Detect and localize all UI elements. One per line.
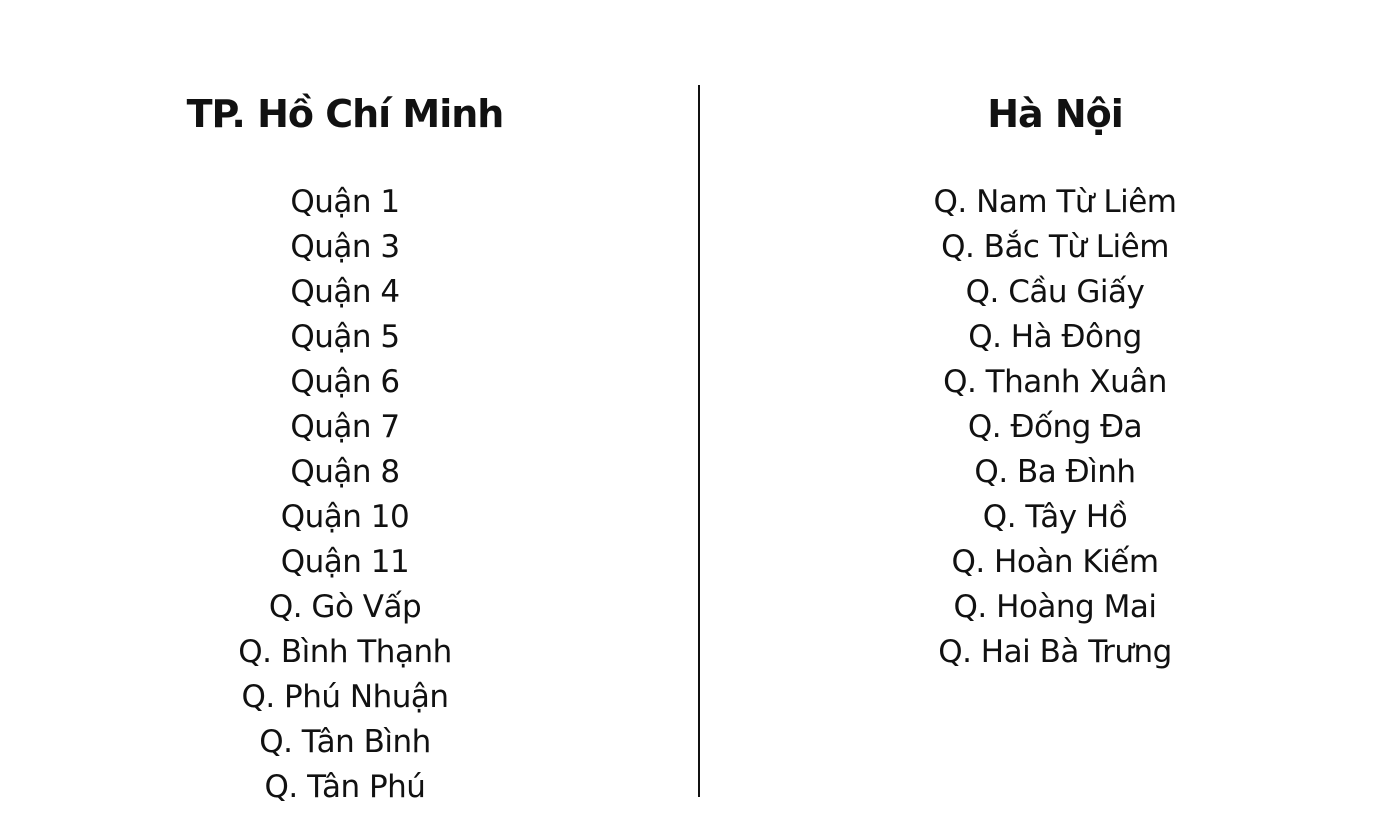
district-item: Q. Hoàng Mai — [953, 589, 1157, 625]
hanoi-district-list — [710, 180, 1400, 675]
hcm-city-title: TP. Hồ Chí Minh — [186, 92, 504, 136]
district-item: Q. Phú Nhuận — [241, 679, 449, 715]
district-item: Quận 3 — [290, 229, 400, 265]
district-item: Q. Bình Thạnh — [238, 634, 452, 670]
district-item: Quận 11 — [280, 544, 410, 580]
district-item: Q. Gò Vấp — [268, 589, 422, 625]
district-item: Q. Tân Bình — [259, 724, 431, 760]
district-item: Q. Bắc Từ Liêm — [941, 229, 1169, 265]
district-item: Q. Ba Đình — [974, 454, 1136, 490]
district-item: Q. Đống Đa — [967, 409, 1143, 445]
district-item: Quận 1 — [290, 184, 400, 220]
district-item: Quận 5 — [290, 319, 400, 355]
district-item: Q. Hoàn Kiếm — [951, 544, 1159, 580]
column-divider — [698, 85, 700, 797]
district-item: Quận 8 — [290, 454, 400, 490]
district-item: Quận 7 — [290, 409, 400, 445]
district-item: Q. Thanh Xuân — [943, 364, 1167, 400]
district-item: Q. Nam Từ Liêm — [933, 184, 1177, 220]
hanoi-column — [710, 86, 1400, 675]
district-item: Q. Hà Đông — [968, 319, 1142, 355]
hcm-column — [0, 86, 690, 810]
district-item: Q. Tây Hồ — [982, 499, 1128, 535]
district-item: Quận 10 — [280, 499, 410, 535]
hanoi-city-title: Hà Nội — [987, 92, 1123, 136]
district-item: Quận 6 — [290, 364, 400, 400]
district-item: Q. Tân Phú — [264, 769, 426, 805]
district-item: Q. Hai Bà Trưng — [938, 634, 1172, 670]
hcm-district-list — [0, 180, 690, 810]
district-item: Quận 4 — [290, 274, 400, 310]
district-item: Q. Cầu Giấy — [965, 274, 1145, 310]
